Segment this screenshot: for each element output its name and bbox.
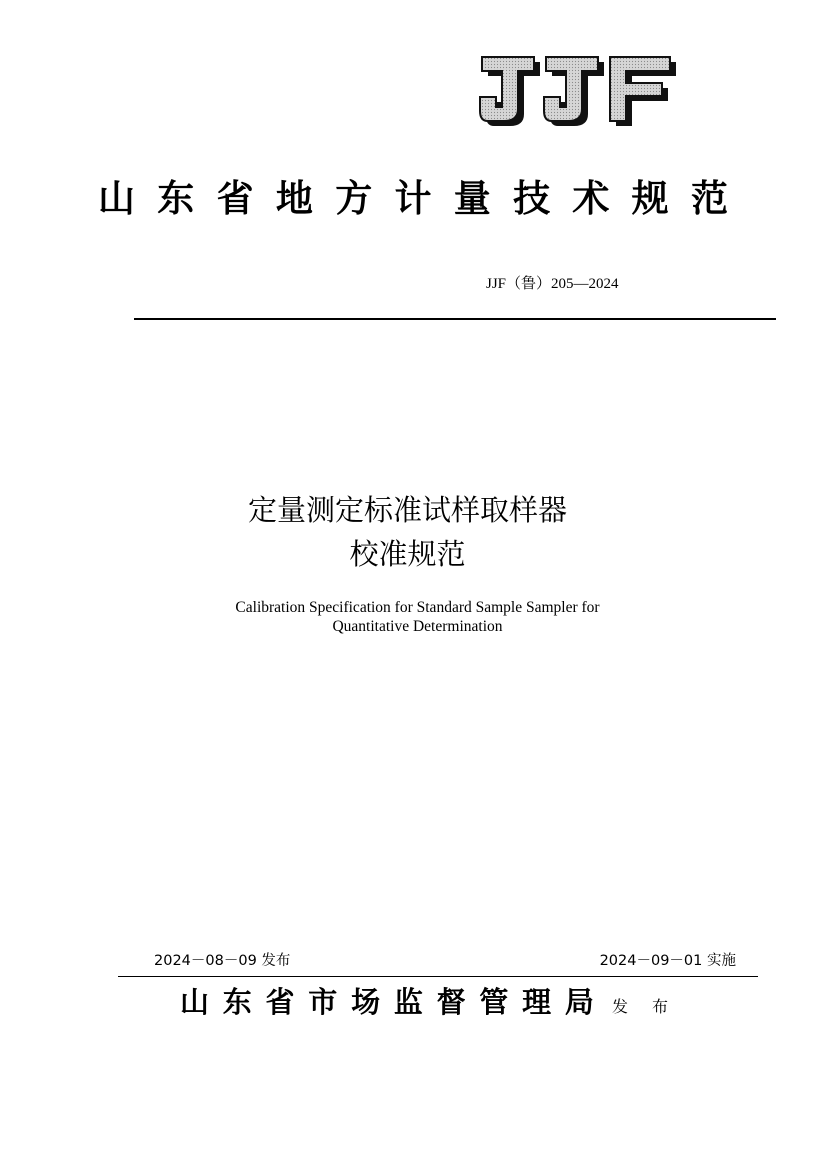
issue-date: 2024－08－09 发布: [154, 953, 291, 969]
series-title-char: 方: [335, 176, 373, 220]
series-title-char: 术: [572, 176, 610, 220]
title-en-line-1: Calibration Specification for Standard Sample Sampler for: [235, 599, 600, 616]
issuer-name-char: 东: [222, 985, 252, 1019]
implementation-date: 2024－09－01 实施: [599, 953, 736, 969]
series-title: [98, 174, 728, 222]
issuer-name-char: 省: [265, 985, 295, 1019]
issuer-name-char: 山: [180, 985, 210, 1019]
series-title-char: 规: [631, 176, 669, 220]
issuer-line: [180, 984, 668, 1020]
issuer-name-char: 局: [564, 985, 594, 1019]
series-title-char: 地: [275, 176, 313, 220]
document-title-cn: [0, 488, 815, 576]
document-title-en: [0, 598, 815, 636]
title-en-line-2: Quantitative Determination: [332, 618, 503, 635]
series-title-char: 计: [394, 176, 432, 220]
issuer-name-char: 理: [522, 985, 552, 1019]
series-title-char: 范: [690, 176, 728, 220]
issuer-name-char: 督: [436, 985, 466, 1019]
issuer-suffix-char: 发: [612, 997, 629, 1016]
issuer-name: [180, 984, 594, 1020]
series-title-char: 技: [513, 176, 551, 220]
issuer-name-char: 监: [393, 985, 423, 1019]
series-title-char: 省: [216, 176, 254, 220]
bottom-rule: [118, 976, 758, 977]
jjf-logo-graphic: [478, 54, 678, 130]
issuer-name-char: 市: [308, 985, 338, 1019]
series-title-char: 东: [157, 176, 195, 220]
issuer-suffix: [612, 997, 668, 1017]
jjf-logo: [478, 54, 678, 130]
title-cn-line-1: 定量测定标准试样取样器: [247, 493, 567, 527]
issuer-name-char: 管: [479, 985, 509, 1019]
standard-code: JJF（鲁）205—2024: [486, 276, 619, 292]
top-rule: [134, 318, 776, 320]
logo-letters: [480, 57, 670, 121]
title-cn-line-2: 校准规范: [349, 537, 466, 571]
issuer-suffix-char: 布: [651, 997, 668, 1016]
series-title-char: 山: [98, 176, 135, 220]
issuer-name-char: 场: [351, 985, 381, 1019]
series-title-char: 量: [453, 176, 491, 220]
